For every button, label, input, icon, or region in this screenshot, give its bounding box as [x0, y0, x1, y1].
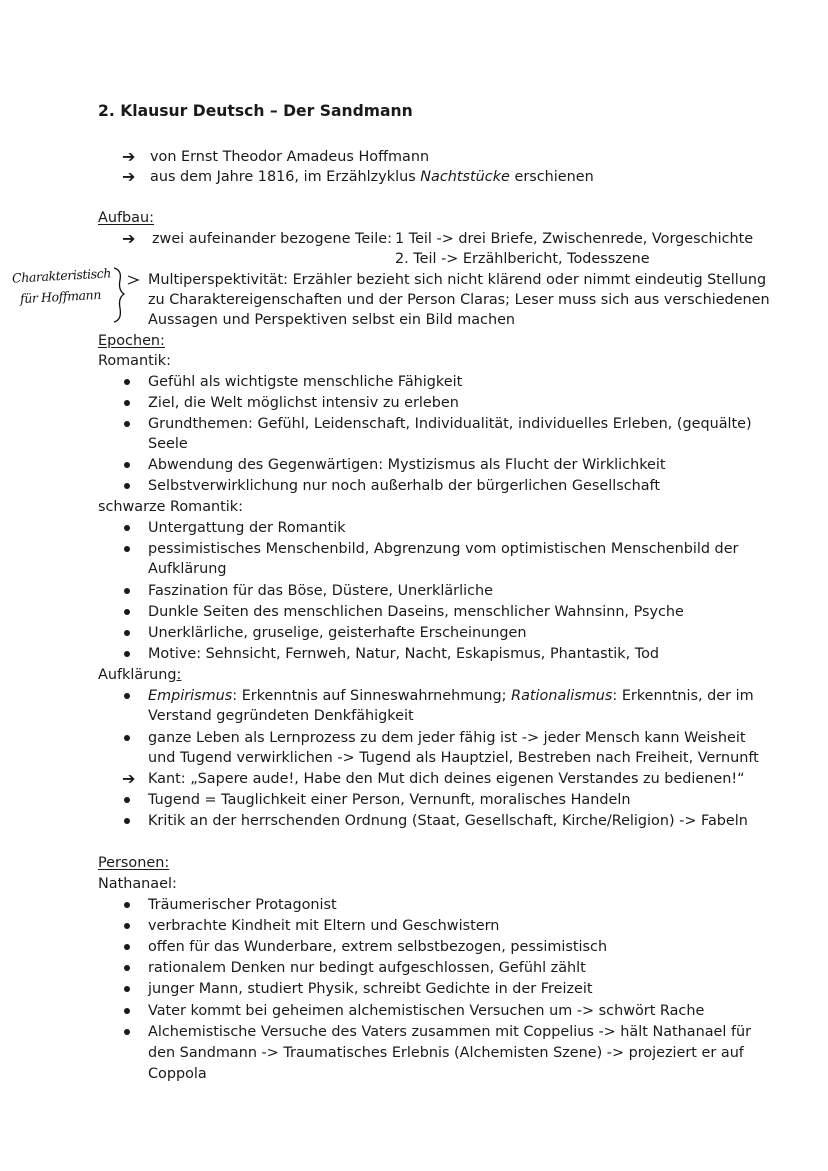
aufklaerung-heading: Aufklärung:: [98, 667, 182, 683]
bullet-icon: [124, 630, 130, 636]
bullet-icon: [124, 379, 130, 385]
list-item: Abwendung des Gegenwärtigen: Mystizismus als Flucht der Wirklichkeit: [148, 457, 666, 473]
personen-heading: Personen:: [98, 855, 170, 871]
aufbau-teil2: 2. Teil -> Erzählbericht, Todesszene: [395, 251, 650, 267]
bullet-icon: [124, 944, 130, 950]
bullet-icon: [124, 965, 130, 971]
handwritten-note-line1: Charakteristisch: [11, 265, 112, 286]
list-item: verbrachte Kindheit mit Eltern und Geschwistern: [148, 918, 500, 934]
list-item-kant: Kant: „Sapere aude!, Habe den Mut dich deines eigenen Verstandes zu bedienen!“: [148, 771, 745, 787]
list-item: Faszination für das Böse, Düstere, Unerklärliche: [148, 583, 493, 599]
bullet-icon: [124, 400, 130, 406]
list-item: Gefühl als wichtigste menschliche Fähigkeit: [148, 374, 463, 390]
bullet-icon: [124, 693, 130, 699]
bullet-icon: [124, 1029, 130, 1035]
bullet-icon: [124, 546, 130, 552]
list-item: ganze Leben als Lernprozess zu dem jeder fähig ist -> jeder Mensch kann Weisheit: [148, 730, 746, 746]
list-item: Alchemistische Versuche des Vaters zusammen mit Coppelius -> hält Nathanael für: [148, 1024, 752, 1040]
list-item: pessimistisches Menschenbild, Abgrenzung vom optimistischen Menschenbild der: [148, 541, 739, 557]
list-item: Empirismus: Erkenntnis auf Sinneswahrnehmung; Rationalismus: Erkenntnis, der im: [148, 688, 754, 704]
bullet-icon: [124, 483, 130, 489]
list-item: Motive: Sehnsicht, Fernweh, Natur, Nacht, Eskapismus, Phantastik, Tod: [148, 646, 660, 662]
list-item: Dunkle Seiten des menschlichen Daseins, menschlicher Wahnsinn, Psyche: [148, 604, 684, 620]
list-item-continuation: den Sandmann -> Traumatisches Erlebnis (Alchemisten Szene) -> projeziert er auf: [148, 1045, 744, 1061]
arrow-icon: ➔: [122, 229, 136, 248]
bullet-icon: [124, 986, 130, 992]
list-item: junger Mann, studiert Physik, schreibt Gedichte in der Freizeit: [148, 981, 593, 997]
bullet-icon: [124, 923, 130, 929]
list-item-continuation: Aufklärung: [148, 561, 227, 577]
list-item: Selbstverwirklichung nur noch außerhalb der bürgerlichen Gesellschaft: [148, 478, 661, 494]
bullet-icon: [124, 1008, 130, 1014]
aufbau-teil1: 1 Teil -> drei Briefe, Zwischenrede, Vorgeschichte: [395, 231, 754, 247]
aufbau-multi-line1: Multiperspektivität: Erzähler bezieht sich nicht klärend oder nimmt eindeutig Stellung: [148, 272, 767, 288]
list-item-continuation: und Tugend verwirklichen -> Tugend als Hauptziel, Bestreben nach Freiheit, Vernunft: [148, 750, 759, 766]
intro-author: von Ernst Theodor Amadeus Hoffmann: [150, 149, 430, 165]
handwritten-brace-icon: [110, 264, 140, 326]
nathanael-heading: Nathanael:: [98, 876, 177, 892]
list-item: Tugend = Tauglichkeit einer Person, Vernunft, moralisches Handeln: [148, 792, 631, 808]
arrow-icon: ➔: [122, 167, 136, 186]
list-item: Ziel, die Welt möglichst intensiv zu erleben: [148, 395, 459, 411]
romantik-heading: Romantik:: [98, 353, 171, 369]
list-item-continuation: Coppola: [148, 1066, 207, 1082]
bullet-icon: [124, 818, 130, 824]
bullet-icon: [124, 797, 130, 803]
intro-year: aus dem Jahre 1816, im Erzählzyklus Nachtstücke erschienen: [150, 169, 594, 185]
list-item: Träumerischer Protagonist: [148, 897, 337, 913]
bullet-icon: [124, 609, 130, 615]
arrow-icon: ➔: [122, 769, 136, 788]
list-item: rationalem Denken nur bedingt aufgeschlossen, Gefühl zählt: [148, 960, 586, 976]
bullet-icon: [124, 525, 130, 531]
list-item: Vater kommt bei geheimen alchemistischen Versuchen um -> schwört Rache: [148, 1003, 705, 1019]
list-item: Untergattung der Romantik: [148, 520, 346, 536]
aufbau-heading: Aufbau:: [98, 210, 154, 226]
aufbau-multi-line3: Aussagen und Perspektiven selbst ein Bild machen: [148, 312, 516, 328]
handwritten-note-line2: für Hoffmann: [19, 286, 102, 307]
bullet-icon: [124, 651, 130, 657]
page-title: 2. Klausur Deutsch – Der Sandmann: [98, 102, 413, 120]
list-item: Kritik an der herrschenden Ordnung (Staat, Gesellschaft, Kirche/Religion) -> Fabeln: [148, 813, 748, 829]
list-item: Unerklärliche, gruselige, geisterhafte Erscheinungen: [148, 625, 527, 641]
aufbau-teile-label: zwei aufeinander bezogene Teile:: [152, 231, 392, 247]
bullet-icon: [124, 421, 130, 427]
bullet-icon: [124, 588, 130, 594]
aufbau-multi-line2: zu Charaktereigenschaften und der Person Claras; Leser muss sich aus verschiedenen: [148, 292, 770, 308]
list-item-continuation: Verstand gegründeten Denkfähigkeit: [148, 708, 414, 724]
bullet-icon: [124, 902, 130, 908]
bullet-icon: [124, 462, 130, 468]
epochen-heading: Epochen:: [98, 333, 165, 349]
arrow-icon: ➔: [122, 147, 136, 166]
list-item-continuation: Seele: [148, 436, 188, 452]
list-item: Grundthemen: Gefühl, Leidenschaft, Individualität, individuelles Erleben, (gequälte): [148, 416, 752, 432]
list-item: offen für das Wunderbare, extrem selbstbezogen, pessimistisch: [148, 939, 608, 955]
bullet-icon: [124, 735, 130, 741]
schwarze-romantik-heading: schwarze Romantik:: [98, 499, 243, 515]
